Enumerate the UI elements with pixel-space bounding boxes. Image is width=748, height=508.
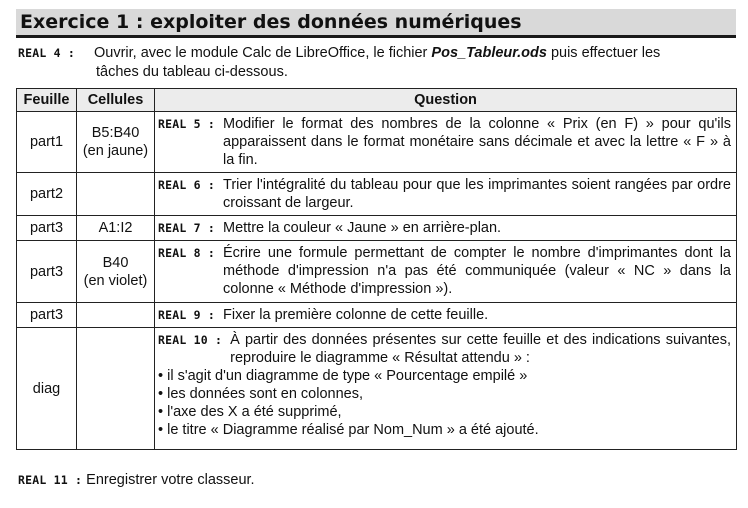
real-7-label: REAL 7 :	[158, 221, 215, 235]
list-item: • les données sont en colonnes,	[158, 385, 731, 403]
table-header-row	[17, 89, 737, 112]
cellules-range: B5:B40	[91, 125, 140, 141]
feuille-cell: part2	[17, 173, 77, 216]
question-text: À partir des données présentes sur cette feuille et des indications suivantes, reproduire le diagramme « Résultat attendu » :	[230, 332, 731, 366]
list-item: • il s'agit d'un diagramme de type « Pourcentage empilé »	[158, 367, 731, 385]
real-8-label: REAL 8 :	[158, 246, 215, 260]
feuille-cell: part3	[17, 241, 77, 303]
question-text: Trier l'intégralité du tableau pour que les imprimantes soient rangées par ordre croissant de largeur.	[223, 177, 731, 211]
list-item: • l'axe des X a été supprimé,	[158, 403, 731, 421]
diagram-requirements-list	[158, 367, 731, 439]
cellules-cell	[77, 303, 155, 328]
cellules-cell	[77, 328, 155, 450]
question-text: Mettre la couleur « Jaune » en arrière-plan.	[223, 220, 502, 236]
intro-filename: Pos_Tableur.ods	[431, 45, 547, 61]
list-item: • le titre « Diagramme réalisé par Nom_Num » a été ajouté.	[158, 421, 731, 439]
exercise-title-bar	[16, 9, 736, 38]
question-text: Modifier le format des nombres de la colonne « Prix (en F) » pour qu'ils apparaissent dans le format monétaire sans décimale et avec la lettre « F » à la fin.	[223, 116, 731, 168]
intro-paragraph	[18, 44, 736, 82]
real-9-label: REAL 9 :	[158, 308, 215, 322]
footer-instruction	[18, 472, 255, 488]
cellules-cell	[77, 173, 155, 216]
question-cell	[155, 173, 737, 216]
cellules-note: (en jaune)	[82, 143, 149, 159]
header-feuille: Feuille	[17, 89, 77, 112]
real-6-label: REAL 6 :	[158, 178, 215, 192]
table-row	[17, 173, 737, 216]
cellules-cell	[77, 112, 155, 173]
feuille-cell: part3	[17, 303, 77, 328]
question-cell	[155, 216, 737, 241]
exercise-title: Exercice 1 : exploiter des données numériques	[20, 11, 522, 33]
intro-continuation: tâches du tableau ci-dessous.	[96, 64, 288, 80]
real-4-label: REAL 4 :	[18, 46, 75, 60]
cellules-cell: A1:I2	[77, 216, 155, 241]
cellules-cell	[77, 241, 155, 303]
table-row	[17, 112, 737, 173]
question-text: Écrire une formule permettant de compter le nombre d'imprimantes dont la méthode d'impression n'a pas été communiquée (valeur « NC » dans la colonne « Méthode d'impression »).	[223, 245, 731, 297]
intro-text-after: puis effectuer les	[546, 45, 661, 61]
question-cell	[155, 303, 737, 328]
table-row	[17, 216, 737, 241]
question-text: Fixer la première colonne de cette feuille.	[223, 307, 489, 323]
question-cell	[155, 328, 737, 450]
header-cellules: Cellules	[77, 89, 155, 112]
intro-text-before: Ouvrir, avec le module Calc de LibreOffice, le fichier	[94, 45, 432, 61]
feuille-cell: part1	[17, 112, 77, 173]
tasks-table	[16, 88, 737, 450]
real-10-label: REAL 10 :	[158, 333, 223, 347]
feuille-cell: part3	[17, 216, 77, 241]
table-row	[17, 328, 737, 450]
feuille-cell: diag	[17, 328, 77, 450]
cellules-range: B40	[102, 254, 129, 271]
question-cell	[155, 112, 737, 173]
cellules-note: (en violet)	[83, 272, 148, 289]
real-5-label: REAL 5 :	[158, 117, 215, 131]
header-question: Question	[155, 89, 737, 112]
table-row	[17, 241, 737, 303]
question-cell	[155, 241, 737, 303]
table-row	[17, 303, 737, 328]
real-11-label: REAL 11 :	[18, 473, 83, 487]
footer-text: Enregistrer votre classeur.	[86, 472, 255, 488]
